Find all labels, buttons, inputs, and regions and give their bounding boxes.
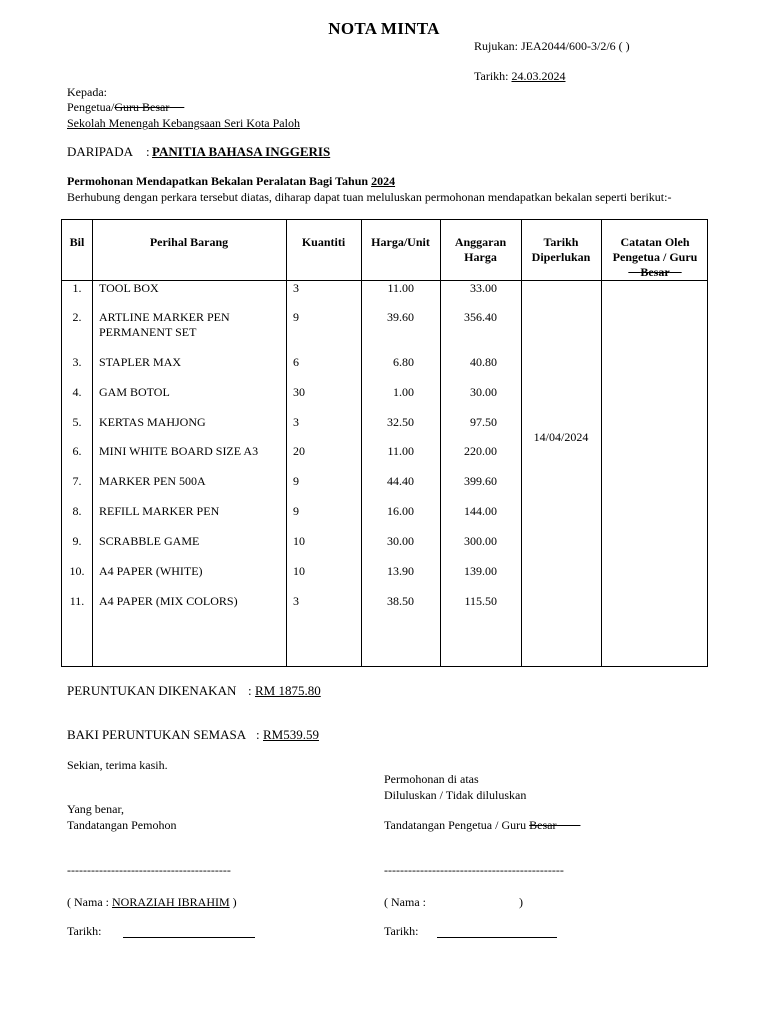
row-bil: 3. bbox=[72, 355, 82, 369]
subject-line bbox=[67, 174, 395, 189]
row-bil: 8. bbox=[72, 504, 82, 518]
header-catatan-line1: Catatan Oleh bbox=[620, 235, 690, 249]
row-price: 13.90 bbox=[387, 564, 414, 578]
balance-label: BAKI PERUNTUKAN SEMASA bbox=[67, 727, 247, 742]
row-item: A4 PAPER (MIX COLORS) bbox=[99, 594, 238, 608]
recipient-role-principal: Pengetua/ bbox=[67, 100, 115, 114]
principal-name-close: ) bbox=[519, 895, 523, 909]
row-bil: 10. bbox=[69, 564, 85, 578]
table-divider bbox=[601, 220, 602, 666]
row-total: 139.00 bbox=[464, 564, 497, 578]
allocation-sep: : bbox=[248, 683, 252, 698]
principal-signature-struck: Besar bbox=[529, 818, 557, 832]
allocation-label: PERUNTUKAN DIKENAKAN bbox=[67, 683, 237, 698]
row-item: A4 PAPER (WHITE) bbox=[99, 564, 203, 578]
row-item: STAPLER MAX bbox=[99, 355, 182, 369]
yang-benar: Yang benar, bbox=[67, 802, 124, 816]
table-divider bbox=[286, 220, 287, 666]
row-total: 144.00 bbox=[464, 504, 497, 518]
row-bil: 6. bbox=[72, 444, 82, 458]
row-price: 6.80 bbox=[393, 355, 414, 369]
kepada-label: Kepada: bbox=[67, 85, 107, 99]
row-price: 11.00 bbox=[387, 281, 414, 295]
intro-text: Berhubung dengan perkara tersebut diatas, diharap dapat tuan meluluskan permohonan mendapatkan bekalan seperti berikut:- bbox=[67, 190, 672, 204]
closing-thanks: Sekian, terima kasih. bbox=[67, 758, 168, 772]
row-bil: 4. bbox=[72, 385, 82, 399]
subject-year: 2024 bbox=[371, 174, 396, 188]
table-divider bbox=[92, 220, 93, 666]
applicant-name-line bbox=[67, 895, 237, 910]
document-title: NOTA MINTA bbox=[328, 19, 440, 38]
header-kuantiti: Kuantiti bbox=[301, 235, 346, 249]
principal-signature-text: Tandatangan Pengetua / Guru bbox=[384, 818, 530, 832]
row-bil: 1. bbox=[72, 281, 82, 295]
row-price: 38.50 bbox=[387, 594, 414, 608]
row-bil: 7. bbox=[72, 474, 82, 488]
daripada-value: PANITIA BAHASA INGGERIS bbox=[152, 144, 331, 159]
items-table bbox=[61, 219, 708, 667]
row-item: REFILL MARKER PEN bbox=[99, 504, 220, 518]
row-bil: 5. bbox=[72, 415, 82, 429]
daripada-label: DARIPADA bbox=[67, 144, 133, 159]
header-tarikh-line2: Diperlukan bbox=[531, 250, 591, 264]
row-qty: 30 bbox=[293, 385, 305, 399]
row-price: 39.60 bbox=[387, 310, 414, 324]
row-qty: 20 bbox=[293, 444, 305, 458]
row-bil: 9. bbox=[72, 534, 82, 548]
date-value: 24.03.2024 bbox=[511, 69, 566, 83]
row-total: 300.00 bbox=[464, 534, 497, 548]
row-item: TOOL BOX bbox=[99, 281, 159, 295]
row-qty: 9 bbox=[293, 504, 299, 518]
balance-sep: : bbox=[256, 727, 260, 742]
row-total: 30.00 bbox=[470, 385, 497, 399]
row-total: 33.00 bbox=[470, 281, 497, 295]
applicant-name: NORAZIAH IBRAHIM bbox=[111, 895, 230, 909]
allocation-value: RM 1875.80 bbox=[255, 683, 321, 698]
row-price: 1.00 bbox=[393, 385, 414, 399]
approval-line1: Permohonan di atas bbox=[384, 772, 479, 786]
recipient-role-struck: Guru Besar bbox=[114, 100, 170, 114]
row-qty: 9 bbox=[293, 310, 299, 324]
applicant-date-line bbox=[123, 937, 255, 938]
subject-text: Permohonan Mendapatkan Bekalan Peralatan Bagi Tahun bbox=[67, 174, 372, 188]
header-tarikh bbox=[521, 235, 601, 265]
principal-name-open: ( Nama : bbox=[384, 895, 426, 909]
principal-signature-label bbox=[384, 818, 580, 833]
row-qty: 10 bbox=[293, 534, 305, 548]
header-catatan bbox=[601, 235, 709, 280]
applicant-date-label: Tarikh: bbox=[67, 924, 102, 938]
header-tarikh-line1: Tarikh bbox=[543, 235, 579, 249]
row-total: 115.50 bbox=[464, 594, 497, 608]
row-total: 399.60 bbox=[464, 474, 497, 488]
row-price: 16.00 bbox=[387, 504, 414, 518]
applicant-signature-label: Tandatangan Pemohon bbox=[67, 818, 177, 832]
row-item: GAM BOTOL bbox=[99, 385, 170, 399]
header-anggaran bbox=[440, 235, 521, 265]
row-bil: 11. bbox=[69, 594, 85, 608]
header-bil: Bil bbox=[69, 235, 85, 249]
date-line bbox=[474, 69, 565, 84]
principal-date-line bbox=[437, 937, 557, 938]
header-catatan-line2: Pengetua / Guru bbox=[612, 250, 698, 264]
row-item: MINI WHITE BOARD SIZE A3 bbox=[99, 444, 259, 458]
date-label: Tarikh: bbox=[474, 69, 512, 83]
header-harga-unit: Harga/Unit bbox=[371, 235, 430, 249]
row-item: ARTLINE MARKER PEN bbox=[99, 310, 230, 324]
row-total: 356.40 bbox=[464, 310, 497, 324]
signature-dash-right: --------------------------------------------- bbox=[384, 863, 564, 877]
row-price: 44.40 bbox=[387, 474, 414, 488]
reference-number: Rujukan: JEA2044/600-3/2/6 ( ) bbox=[474, 39, 630, 53]
principal-date-label: Tarikh: bbox=[384, 924, 419, 938]
applicant-name-close: ) bbox=[229, 895, 237, 909]
row-item: KERTAS MAHJONG bbox=[99, 415, 206, 429]
row-price: 32.50 bbox=[387, 415, 414, 429]
header-anggaran-line2: Harga bbox=[464, 250, 497, 264]
recipient-school: Sekolah Menengah Kebangsaan Seri Kota Paloh bbox=[67, 116, 300, 130]
row-qty: 3 bbox=[293, 281, 299, 295]
row-price: 11.00 bbox=[387, 444, 414, 458]
applicant-name-open: ( Nama : bbox=[67, 895, 112, 909]
signature-dash-left: ----------------------------------------- bbox=[67, 863, 231, 877]
row-qty: 3 bbox=[293, 594, 299, 608]
row-qty: 3 bbox=[293, 415, 299, 429]
row-total: 40.80 bbox=[470, 355, 497, 369]
header-catatan-struck: Besar bbox=[640, 265, 670, 279]
row-item-line2: PERMANENT SET bbox=[99, 325, 197, 339]
approval-line2: Diluluskan / Tidak diluluskan bbox=[384, 788, 527, 802]
header-anggaran-line1: Anggaran bbox=[454, 235, 507, 249]
row-bil: 2. bbox=[72, 310, 82, 324]
row-item: SCRABBLE GAME bbox=[99, 534, 200, 548]
row-price: 30.00 bbox=[387, 534, 414, 548]
header-catatan-line3 bbox=[601, 265, 709, 280]
row-total: 220.00 bbox=[464, 444, 497, 458]
row-qty: 10 bbox=[293, 564, 305, 578]
daripada-sep: : bbox=[146, 144, 150, 159]
recipient-role bbox=[67, 100, 184, 115]
row-total: 97.50 bbox=[470, 415, 497, 429]
row-qty: 6 bbox=[293, 355, 299, 369]
header-perihal: Perihal Barang bbox=[149, 235, 229, 249]
row-qty: 9 bbox=[293, 474, 299, 488]
balance-value: RM539.59 bbox=[263, 727, 319, 742]
date-needed: 14/04/2024 bbox=[533, 430, 589, 444]
row-item: MARKER PEN 500A bbox=[99, 474, 206, 488]
